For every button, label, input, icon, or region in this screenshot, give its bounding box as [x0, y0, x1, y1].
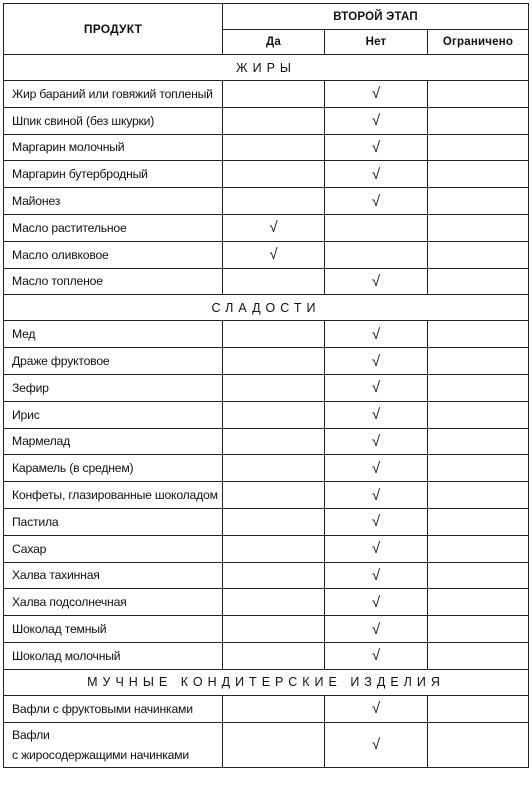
table-row — [4, 642, 529, 669]
table-row — [4, 722, 529, 767]
stage-cell-yes — [223, 241, 325, 268]
stage-cell-no — [325, 455, 428, 482]
stage-cell-no — [325, 268, 428, 295]
stage-cell-no — [325, 321, 428, 348]
table-row — [4, 616, 529, 643]
stage-cell-no — [325, 107, 428, 134]
stage-cell-no — [325, 428, 428, 455]
table-row — [4, 241, 529, 268]
product-name: Карамель (в среднем) — [4, 455, 223, 482]
stage-cell-no — [325, 535, 428, 562]
product-name: Халва подсолнечная — [4, 589, 223, 616]
product-name: Маргарин молочный — [4, 134, 223, 161]
stage-cell-yes — [223, 81, 325, 108]
stage-cell-yes — [223, 722, 325, 767]
check-mark: √ — [371, 432, 381, 450]
check-mark: √ — [371, 647, 381, 665]
check-mark: √ — [371, 352, 381, 370]
stage-cell-limited — [428, 374, 529, 401]
stage-cell-limited — [428, 508, 529, 535]
section-row — [4, 669, 529, 695]
section-row — [4, 295, 529, 321]
check-mark: √ — [371, 540, 381, 558]
table-row — [4, 589, 529, 616]
check-mark: √ — [371, 700, 381, 718]
stage-cell-no — [325, 722, 428, 767]
stage-cell-limited — [428, 321, 529, 348]
stage-cell-yes — [223, 616, 325, 643]
stage-cell-limited — [428, 107, 529, 134]
stage-cell-limited — [428, 401, 529, 428]
section-title: ЖИРЫ — [4, 55, 529, 81]
table-row — [4, 455, 529, 482]
product-name: Вафли с жиросодержащими начинками — [4, 722, 223, 767]
product-table-wrapper — [3, 3, 528, 768]
stage-cell-yes — [223, 321, 325, 348]
product-name: Масло растительное — [4, 214, 223, 241]
stage-cell-yes — [223, 214, 325, 241]
stage-cell-limited — [428, 616, 529, 643]
stage-cell-yes — [223, 188, 325, 215]
stage-cell-limited — [428, 81, 529, 108]
check-mark: √ — [371, 593, 381, 611]
stage-cell-limited — [428, 642, 529, 669]
stage-cell-yes — [223, 348, 325, 375]
stage-cell-no — [325, 695, 428, 722]
stage-cell-no — [325, 81, 428, 108]
stage-cell-no — [325, 161, 428, 188]
check-mark: √ — [371, 459, 381, 477]
stage-cell-yes — [223, 134, 325, 161]
table-row — [4, 401, 529, 428]
stage-cell-yes — [223, 401, 325, 428]
stage-cell-no — [325, 616, 428, 643]
table-row — [4, 428, 529, 455]
stage-cell-yes — [223, 589, 325, 616]
yes-column-header: Да — [223, 30, 325, 55]
check-mark: √ — [371, 620, 381, 638]
stage-cell-yes — [223, 482, 325, 509]
product-name: Халва тахинная — [4, 562, 223, 589]
check-mark: √ — [371, 112, 381, 130]
stage-cell-no — [325, 482, 428, 509]
stage-cell-no — [325, 508, 428, 535]
product-name: Мармелад — [4, 428, 223, 455]
stage-cell-yes — [223, 428, 325, 455]
table-row — [4, 695, 529, 722]
stage-cell-limited — [428, 188, 529, 215]
table-row — [4, 348, 529, 375]
table-row — [4, 214, 529, 241]
limited-column-header: Ограничено — [428, 30, 529, 55]
product-name: Конфеты, глазированные шоколадом — [4, 482, 223, 509]
check-mark: √ — [371, 486, 381, 504]
check-mark: √ — [371, 325, 381, 343]
stage-cell-limited — [428, 214, 529, 241]
stage-cell-yes — [223, 642, 325, 669]
product-name: Мед — [4, 321, 223, 348]
stage-column-header: ВТОРОЙ ЭТАП — [223, 4, 529, 30]
stage-cell-no — [325, 188, 428, 215]
product-name: Шпик свиной (без шкурки) — [4, 107, 223, 134]
table-row — [4, 374, 529, 401]
product-name: Майонез — [4, 188, 223, 215]
stage-cell-yes — [223, 508, 325, 535]
check-mark: √ — [371, 165, 381, 183]
stage-cell-limited — [428, 722, 529, 767]
check-mark: √ — [371, 513, 381, 531]
table-row — [4, 508, 529, 535]
table-row — [4, 321, 529, 348]
stage-cell-yes — [223, 374, 325, 401]
section-title: СЛАДОСТИ — [4, 295, 529, 321]
stage-cell-limited — [428, 241, 529, 268]
no-column-header: Нет — [325, 30, 428, 55]
table-row — [4, 268, 529, 295]
product-name: Пастила — [4, 508, 223, 535]
stage-cell-yes — [223, 161, 325, 188]
product-name: Шоколад темный — [4, 616, 223, 643]
stage-cell-yes — [223, 107, 325, 134]
stage-cell-no — [325, 348, 428, 375]
stage-cell-no — [325, 241, 428, 268]
check-mark: √ — [371, 379, 381, 397]
table-row — [4, 562, 529, 589]
check-mark: √ — [269, 219, 278, 237]
table-row — [4, 188, 529, 215]
check-mark: √ — [371, 138, 381, 156]
stage-cell-no — [325, 134, 428, 161]
table-row — [4, 535, 529, 562]
product-name: Драже фруктовое — [4, 348, 223, 375]
product-name: Жир бараний или говяжий топленый — [4, 81, 223, 108]
stage-cell-no — [325, 214, 428, 241]
stage-cell-limited — [428, 535, 529, 562]
stage-cell-limited — [428, 428, 529, 455]
table-row — [4, 107, 529, 134]
product-name: Зефир — [4, 374, 223, 401]
section-title: МУЧНЫЕ КОНДИТЕРСКИЕ ИЗДЕЛИЯ — [4, 669, 529, 695]
section-row — [4, 55, 529, 81]
stage-cell-limited — [428, 161, 529, 188]
stage-cell-no — [325, 562, 428, 589]
stage-cell-no — [325, 374, 428, 401]
stage-cell-limited — [428, 348, 529, 375]
check-mark: √ — [371, 192, 381, 210]
product-name: Маргарин бутербродный — [4, 161, 223, 188]
table-row — [4, 81, 529, 108]
stage-cell-no — [325, 642, 428, 669]
check-mark: √ — [371, 85, 381, 103]
product-stage-table — [3, 3, 529, 768]
product-name: Сахар — [4, 535, 223, 562]
table-row — [4, 161, 529, 188]
check-mark: √ — [371, 566, 381, 584]
check-mark: √ — [371, 736, 381, 754]
table-body — [4, 55, 529, 768]
stage-cell-no — [325, 589, 428, 616]
product-name: Шоколад молочный — [4, 642, 223, 669]
stage-cell-limited — [428, 455, 529, 482]
stage-cell-yes — [223, 268, 325, 295]
product-name: Ирис — [4, 401, 223, 428]
table-row — [4, 482, 529, 509]
stage-cell-limited — [428, 589, 529, 616]
stage-cell-limited — [428, 695, 529, 722]
stage-cell-yes — [223, 562, 325, 589]
table-row — [4, 134, 529, 161]
stage-cell-no — [325, 401, 428, 428]
product-name: Масло оливковое — [4, 241, 223, 268]
stage-cell-yes — [223, 455, 325, 482]
product-name: Масло топленое — [4, 268, 223, 295]
check-mark: √ — [371, 406, 381, 424]
stage-cell-limited — [428, 268, 529, 295]
stage-cell-limited — [428, 482, 529, 509]
product-column-header: ПРОДУКТ — [4, 4, 223, 55]
stage-cell-yes — [223, 535, 325, 562]
stage-cell-yes — [223, 695, 325, 722]
check-mark: √ — [371, 272, 381, 290]
stage-cell-limited — [428, 562, 529, 589]
stage-cell-limited — [428, 134, 529, 161]
product-name: Вафли с фруктовыми начинками — [4, 695, 223, 722]
check-mark: √ — [269, 246, 278, 264]
